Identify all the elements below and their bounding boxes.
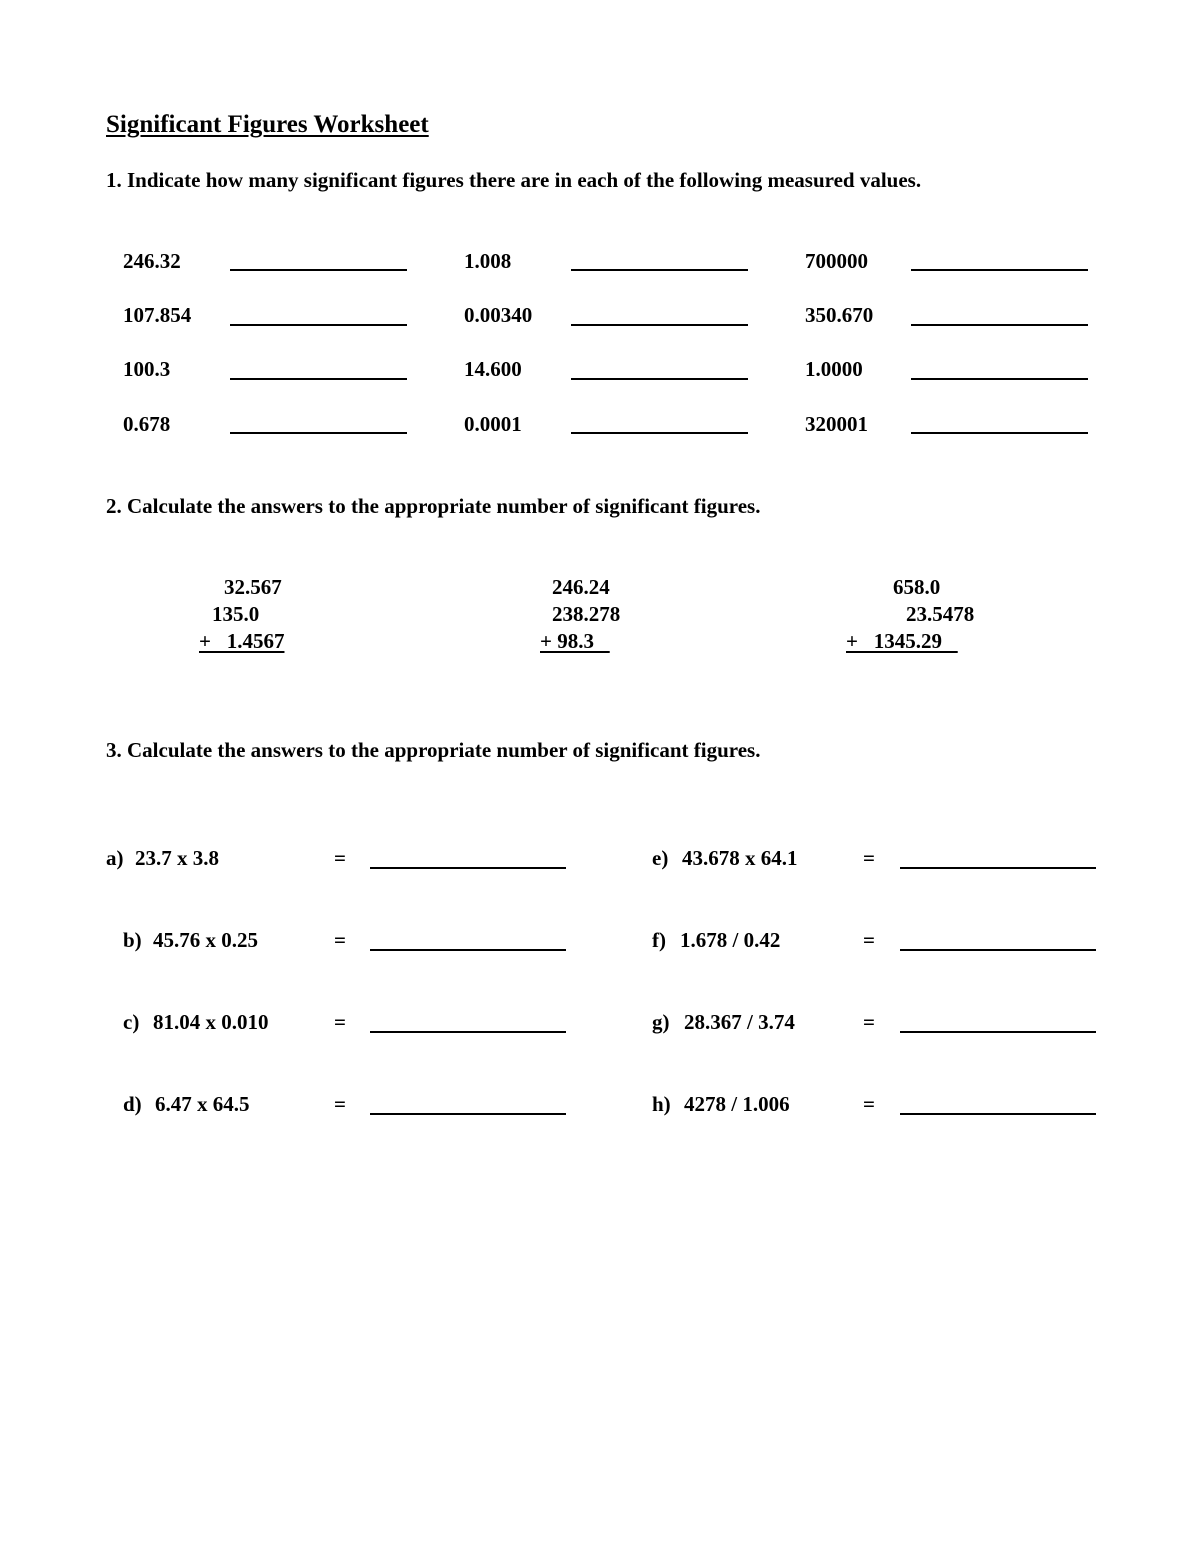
equals-sign: =	[863, 1010, 875, 1034]
q3-instruction: 3. Calculate the answers to the appropriate number of significant figures.	[106, 738, 761, 762]
equals-sign: =	[334, 1010, 346, 1034]
sum-line-total: + 98.3	[540, 629, 610, 653]
q1-answer-blank[interactable]	[571, 269, 748, 271]
q1-answer-blank[interactable]	[230, 378, 407, 380]
q3-item-expression: 81.04 x 0.010	[153, 1010, 269, 1034]
q2-instruction: 2. Calculate the answers to the appropriate number of significant figures.	[106, 494, 761, 518]
q3-item-expression: 6.47 x 64.5	[155, 1092, 250, 1116]
q1-answer-blank[interactable]	[230, 324, 407, 326]
q3-item-label: f)	[652, 928, 666, 952]
q3-item-label: d)	[123, 1092, 142, 1116]
q1-value: 1.0000	[805, 357, 863, 381]
q1-value: 0.00340	[464, 303, 533, 327]
q1-answer-blank[interactable]	[911, 324, 1088, 326]
sum-line: 135.0	[212, 602, 260, 626]
q3-item-expression: 43.678 x 64.1	[682, 846, 798, 870]
q1-value: 320001	[805, 412, 868, 436]
q3-item-label: e)	[652, 846, 669, 870]
q3-item-expression: 23.7 x 3.8	[135, 846, 219, 870]
sum-line-total: + 1.4567	[199, 629, 285, 653]
q1-answer-blank[interactable]	[230, 432, 407, 434]
q3-answer-blank[interactable]	[370, 1113, 566, 1115]
q1-value: 107.854	[123, 303, 192, 327]
equals-sign: =	[334, 1092, 346, 1116]
q1-value: 100.3	[123, 357, 171, 381]
q3-item-label: g)	[652, 1010, 670, 1034]
q3-item-label: c)	[123, 1010, 140, 1034]
q1-answer-blank[interactable]	[571, 324, 748, 326]
q1-answer-blank[interactable]	[911, 269, 1088, 271]
q3-answer-blank[interactable]	[370, 1031, 566, 1033]
q1-answer-blank[interactable]	[911, 432, 1088, 434]
worksheet-title: Significant Figures Worksheet	[106, 111, 429, 138]
sum-line: 32.567	[224, 575, 282, 599]
q1-answer-blank[interactable]	[911, 378, 1088, 380]
equals-sign: =	[863, 928, 875, 952]
q3-answer-blank[interactable]	[370, 867, 566, 869]
q1-instruction: 1. Indicate how many significant figures there are in each of the following measured values.	[106, 168, 922, 192]
q1-value: 246.32	[123, 249, 181, 273]
q1-value: 700000	[805, 249, 868, 273]
q3-answer-blank[interactable]	[900, 867, 1096, 869]
q3-item-label: b)	[123, 928, 142, 952]
q1-answer-blank[interactable]	[571, 378, 748, 380]
q3-item-label: a)	[106, 846, 124, 870]
q1-value: 1.008	[464, 249, 512, 273]
q3-answer-blank[interactable]	[900, 1031, 1096, 1033]
equals-sign: =	[334, 846, 346, 870]
q3-answer-blank[interactable]	[900, 1113, 1096, 1115]
q1-value: 0.678	[123, 412, 171, 436]
q1-value: 14.600	[464, 357, 522, 381]
q3-item-expression: 4278 / 1.006	[684, 1092, 790, 1116]
q3-item-expression: 1.678 / 0.42	[680, 928, 781, 952]
q3-item-label: h)	[652, 1092, 671, 1116]
equals-sign: =	[863, 846, 875, 870]
equals-sign: =	[334, 928, 346, 952]
q1-answer-blank[interactable]	[230, 269, 407, 271]
sum-line: 246.24	[552, 575, 610, 599]
sum-line: 23.5478	[906, 602, 975, 626]
sum-line: 658.0	[893, 575, 941, 599]
q1-answer-blank[interactable]	[571, 432, 748, 434]
sum-line-total: + 1345.29	[846, 629, 958, 653]
q3-answer-blank[interactable]	[370, 949, 566, 951]
q1-value: 0.0001	[464, 412, 522, 436]
q1-value: 350.670	[805, 303, 874, 327]
q3-answer-blank[interactable]	[900, 949, 1096, 951]
q3-item-expression: 28.367 / 3.74	[684, 1010, 795, 1034]
sum-line: 238.278	[552, 602, 621, 626]
q3-item-expression: 45.76 x 0.25	[153, 928, 258, 952]
equals-sign: =	[863, 1092, 875, 1116]
